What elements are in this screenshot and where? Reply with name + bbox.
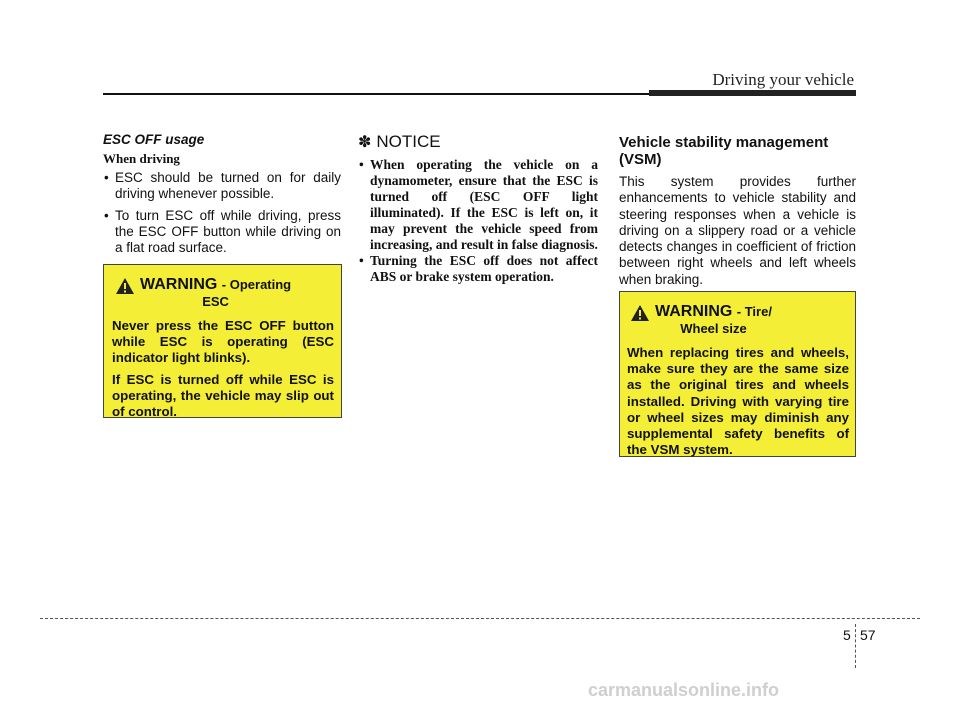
list-item: • ESC should be turned on for daily driving whenever possible. xyxy=(103,170,341,202)
header-rule xyxy=(103,93,653,95)
header-title: Driving your vehicle xyxy=(712,70,854,89)
warning-label: WARNING xyxy=(655,303,733,320)
page-number-divider xyxy=(855,624,856,668)
header-bar xyxy=(649,90,856,96)
warning-label: WARNING xyxy=(140,276,218,293)
notice-title: NOTICE xyxy=(376,132,441,151)
section-heading-vsm: Vehicle stability management (VSM) xyxy=(619,134,829,168)
vsm-description: This system provides further enhancements to vehicle stability and steering responses when a vehicle is driving on a slippery road or a vehicle detects changes in coefficient of friction between right wheels and left wheels when braking. xyxy=(619,174,856,287)
column-vsm xyxy=(619,132,856,288)
page-number: 57 xyxy=(860,627,876,643)
warning-subtitle-line2: ESC xyxy=(202,294,229,309)
warning-text: When replacing tires and wheels, make sure they are the same size as the original tires and wheels installed. Driving with varying tire or wheel sizes may diminish any supplemental safety benefits of the VSM system. xyxy=(627,345,849,458)
column-esc-off-usage xyxy=(103,132,341,262)
notice-star-icon: ✽ xyxy=(358,134,372,151)
warning-triangle-icon xyxy=(115,277,135,295)
list-item: • Turning the ESC off does not affect ABS or brake system operation. xyxy=(358,253,598,285)
warning-subtitle-line2: Wheel size xyxy=(680,321,747,336)
warning-box-tire-wheel-size xyxy=(619,291,856,457)
warning-triangle-icon xyxy=(630,304,650,322)
column-notice xyxy=(358,132,598,285)
list-item: • When operating the vehicle on a dynamometer, ensure that the ESC is turned off (ESC OFF light illuminated). If the ESC is left on, it may prevent the vehicle speed from increasing, and result in false diagnosis. xyxy=(358,157,598,253)
section-heading-esc-off: ESC OFF usage xyxy=(103,132,205,147)
subheading-when-driving: When driving xyxy=(103,151,180,166)
watermark: carmanualsonline.info xyxy=(588,680,780,700)
notice-bullet-list xyxy=(358,157,598,285)
warning-subtitle-line1: - Tire/ xyxy=(736,304,772,319)
notice-heading xyxy=(358,132,598,152)
esc-bullet-list xyxy=(103,170,341,256)
warning-text: Never press the ESC OFF button while ESC is operating (ESC indicator light blinks). xyxy=(112,318,334,366)
chapter-number: 5 xyxy=(843,627,851,643)
warning-box-operating-esc xyxy=(103,264,342,418)
footer-rule xyxy=(40,618,920,619)
list-item: • To turn ESC off while driving, press the ESC OFF button while driving on a flat road surface. xyxy=(103,208,341,256)
warning-subtitle-line1: - Operating xyxy=(221,277,292,292)
warning-text: If ESC is turned off while ESC is operating, the vehicle may slip out of control. xyxy=(112,371,334,420)
